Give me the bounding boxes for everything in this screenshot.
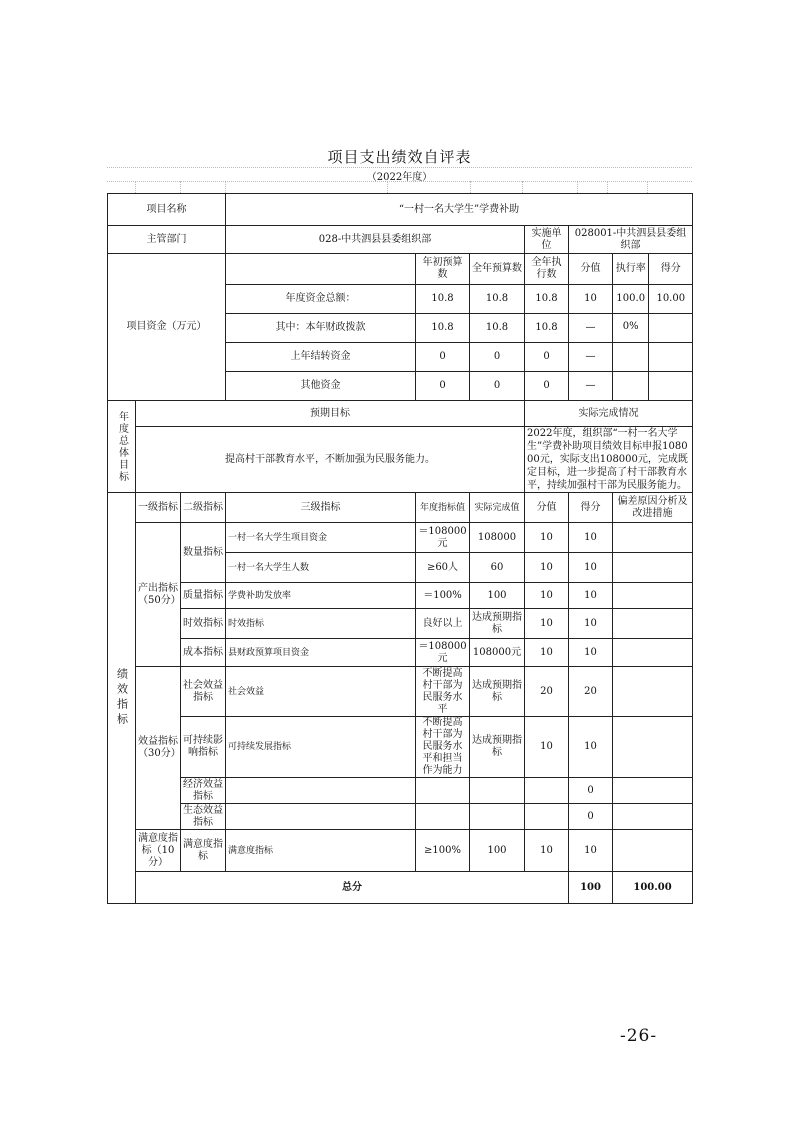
actual-value: 达成预期指标 — [470, 609, 525, 639]
score-val: 10 — [525, 830, 569, 872]
score-val — [525, 778, 569, 804]
target-value: ＝108000元 — [416, 523, 470, 553]
fund-rate-score — [613, 314, 693, 343]
actual-value: 达成预期指标 — [470, 667, 525, 717]
l2-quality: 质量指标 — [181, 583, 226, 609]
target-value: ＝100% — [416, 583, 470, 609]
fund-row-label: 其他资金 — [226, 372, 416, 401]
header-l1: 一级指标 — [136, 493, 181, 523]
project-name-label: 项目名称 — [108, 194, 226, 226]
actual-value: 100 — [470, 583, 525, 609]
grid-guides — [107, 181, 692, 193]
actual-value: 108000元 — [470, 639, 525, 667]
l3-item — [226, 804, 416, 830]
fund-budget-year: 0 — [470, 343, 525, 372]
target-value: ＝108000元 — [416, 639, 470, 667]
fund-budget-init: 10.8 — [416, 285, 470, 314]
goals-label: 年度总体目标 — [108, 401, 136, 493]
fund-rate: 100.00% — [613, 285, 649, 313]
fund-score-val: — — [569, 372, 613, 401]
evaluation-table — [107, 193, 693, 904]
l2-timeliness: 时效指标 — [181, 609, 226, 639]
unit-label: 实施单位 — [525, 226, 569, 254]
header-score: 得分 — [569, 493, 613, 523]
fund-budget-year: 10.8 — [470, 314, 525, 343]
l3-item: 满意度指标 — [226, 830, 416, 872]
fund-score: 10.00 — [656, 293, 686, 304]
expected-goal-label: 预期目标 — [136, 401, 525, 427]
score-val: 10 — [525, 717, 569, 778]
project-name-value: “一村一名大学生”学费补助 — [226, 194, 693, 226]
target-value: ≥100% — [416, 830, 470, 872]
remark — [613, 609, 693, 639]
remark — [613, 804, 693, 830]
expected-goal-text: 提高村干部教育水平，不断加强为民服务能力。 — [136, 427, 525, 493]
header-budget-year: 全年预算数 — [470, 254, 525, 285]
fund-exec: 0 — [525, 372, 569, 401]
l1-benefit: 效益指标（30分） — [136, 667, 181, 830]
l2-sustainable: 可持续影响指标 — [181, 717, 226, 778]
actual-value — [470, 804, 525, 830]
remark — [613, 667, 693, 717]
fund-score-val: — — [569, 343, 613, 372]
score: 0 — [569, 804, 613, 830]
score-val: 10 — [525, 553, 569, 583]
header-rate: 执行率 — [613, 254, 649, 284]
l3-item: 县财政预算项目资金 — [226, 639, 416, 667]
remark — [613, 717, 693, 778]
remark — [613, 830, 693, 872]
total-label: 总分 — [136, 872, 569, 904]
score: 10 — [569, 609, 613, 639]
l2-cost: 成本指标 — [181, 639, 226, 667]
header-remark: 偏差原因分析及改进措施 — [613, 493, 693, 523]
perf-label: 绩效指标 — [108, 493, 136, 904]
score-val: 10 — [525, 523, 569, 553]
fund-row-label: 其中：本年财政拨款 — [226, 314, 416, 343]
l2-quantity: 数量指标 — [181, 523, 226, 583]
header-rate-score — [613, 254, 693, 285]
l3-item: 社会效益 — [226, 667, 416, 717]
funds-label-text: 项目资金（万元） — [126, 321, 207, 332]
remark — [613, 583, 693, 609]
fund-exec: 10.8 — [525, 285, 569, 314]
score: 0 — [569, 778, 613, 804]
actual-goal-label: 实际完成情况 — [525, 401, 693, 427]
l2-social: 社会效益指标 — [181, 667, 226, 717]
l2-ecological: 生态效益指标 — [181, 804, 226, 830]
score: 10 — [569, 523, 613, 553]
l3-item: 一村一名大学生项目资金 — [226, 523, 416, 553]
l2-satisfaction: 满意度指标 — [181, 830, 226, 872]
fund-row-label: 上年结转资金 — [226, 343, 416, 372]
target-value: 不断提高村干部为民服务水平和担当作为能力 — [416, 717, 470, 778]
actual-value — [470, 778, 525, 804]
header-l2: 二级指标 — [181, 493, 226, 523]
remark — [613, 523, 693, 553]
l1-satisfaction: 满意度指标（10分） — [136, 830, 181, 872]
remark — [613, 553, 693, 583]
score-val: 10 — [525, 609, 569, 639]
header-score-val: 分值 — [569, 254, 613, 285]
actual-value: 60 — [470, 553, 525, 583]
fund-budget-init: 10.8 — [416, 314, 470, 343]
score-val: 10 — [525, 583, 569, 609]
l1-output: 产出指标（50分） — [136, 523, 181, 667]
target-value — [416, 778, 470, 804]
score: 10 — [569, 717, 613, 778]
fund-exec: 0 — [525, 343, 569, 372]
total-score: 100.00 — [613, 872, 693, 904]
dept-value: 028-中共泗县县委组织部 — [226, 226, 525, 254]
actual-value: 108000 — [470, 523, 525, 553]
header-budget-init: 年初预算数 — [416, 254, 470, 285]
funds-label — [108, 254, 226, 401]
fund-rate-score — [613, 372, 693, 401]
score: 10 — [569, 639, 613, 667]
fund-budget-year: 0 — [470, 372, 525, 401]
l2-economic: 经济效益指标 — [181, 778, 226, 804]
target-value — [416, 804, 470, 830]
header-l3: 三级指标 — [226, 493, 416, 523]
fund-score-val: 10 — [569, 285, 613, 314]
target-value: 良好以上 — [416, 609, 470, 639]
fund-rate-score — [613, 343, 693, 372]
remark — [613, 639, 693, 667]
fund-row-label: 年度资金总额： — [226, 285, 416, 314]
header-val: 分值 — [525, 493, 569, 523]
header-target: 年度指标值 — [416, 493, 470, 523]
target-value: ≥60人 — [416, 553, 470, 583]
actual-goal-text: 2022年度，组织部“一村一名大学生”学费补助项目绩效目标申报108000元，实际支出108000元，完成既定目标，进一步提高了村干部教育水平，持续加强村干部为民服务能力。 — [525, 427, 693, 493]
actual-value: 达成预期指标 — [470, 717, 525, 778]
score: 10 — [569, 553, 613, 583]
score-val: 20 — [525, 667, 569, 717]
fund-budget-init: 0 — [416, 372, 470, 401]
score-val: 10 — [525, 639, 569, 667]
fund-rate-score — [613, 285, 693, 332]
fund-budget-init: 0 — [416, 343, 470, 372]
page-title: 项目支出绩效自评表 — [327, 148, 472, 166]
fund-score-val: — — [569, 314, 613, 343]
dept-label: 主管部门 — [108, 226, 226, 254]
page-number: -26- — [620, 1026, 658, 1046]
header-actual: 实际完成值 — [470, 493, 525, 523]
fund-exec: 10.8 — [525, 314, 569, 343]
l3-item: 可持续发展指标 — [226, 717, 416, 778]
score: 10 — [569, 830, 613, 872]
remark — [613, 778, 693, 804]
l3-item: 学费补助发放率 — [226, 583, 416, 609]
l3-item: 时效指标 — [226, 609, 416, 639]
score-val — [525, 804, 569, 830]
total-val: 100 — [569, 872, 613, 904]
fiscal-year: （2022年度） — [366, 172, 433, 183]
l3-item: 一村一名大学生人数 — [226, 553, 416, 583]
actual-value: 100 — [470, 830, 525, 872]
unit-value: 028001-中共泗县县委组织部 — [569, 226, 693, 254]
header-score: 得分 — [660, 263, 681, 274]
target-value: 不断提高村干部为民服务水平 — [416, 667, 470, 717]
l3-item — [226, 778, 416, 804]
fund-budget-year: 10.8 — [470, 285, 525, 314]
header-exec: 全年执行数 — [525, 254, 569, 285]
funds-header-blank — [226, 254, 416, 285]
score: 10 — [569, 583, 613, 609]
score: 20 — [569, 667, 613, 717]
